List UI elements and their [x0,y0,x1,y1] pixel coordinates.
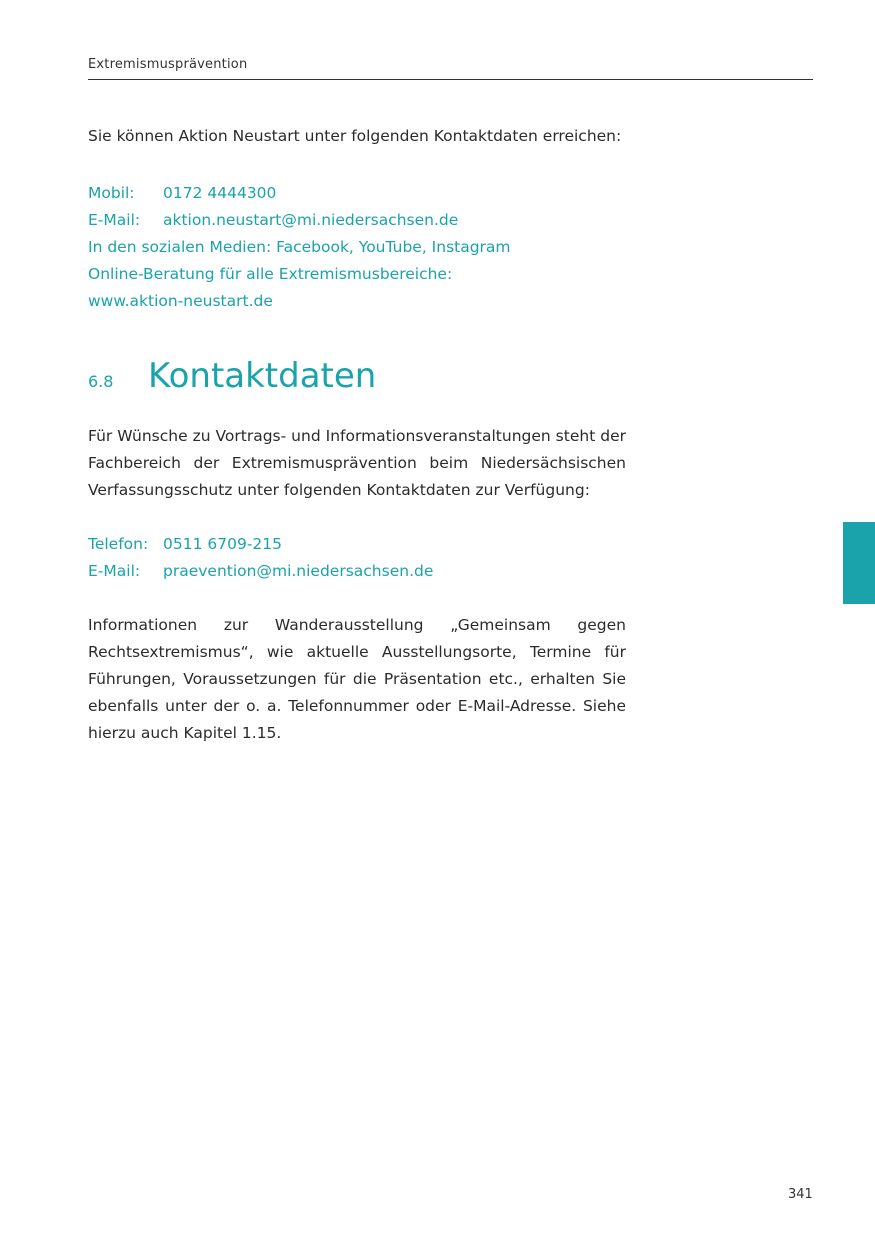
section-number: 6.8 [88,372,114,391]
contact-block-praevention [88,531,433,585]
running-header: Extremismusprävention [88,57,248,72]
paragraph-lecture-requests: Für Wünsche zu Vortrags- und Informationsveranstaltungen steht der Fachbereich der Extremismusprävention beim Niedersächsischen Verfassungsschutz unter folgenden Kontaktdaten zur Verfügung: [88,427,626,499]
email-link-praevention[interactable]: praevention@mi.niedersachsen.de [163,562,434,580]
email-row [88,207,511,234]
mobile-label: Mobil: [88,184,135,202]
page-number: 341 [788,1187,813,1202]
social-media-line: In den sozialen Medien: Facebook, YouTube, Instagram [88,238,511,256]
section-title: Kontaktdaten [148,356,377,396]
email-link[interactable]: aktion.neustart@mi.niedersachsen.de [163,211,459,229]
phone-value[interactable]: 0511 6709-215 [163,535,282,553]
phone-label: Telefon: [88,535,149,553]
phone-row [88,531,433,558]
paragraph-exhibition: Informationen zur Wanderausstellung „Gemeinsam gegen Rechtsextremismus“, wie aktuelle Ausstellungsorte, Termine für Führungen, Voraussetzungen für die Präsentation etc., erhalten Sie ebenfalls unter der o. a. Telefonnummer oder E-Mail-Adresse. Siehe hierzu auch Kapitel 1.15. [88,616,626,742]
intro-text: Sie können Aktion Neustart unter folgenden Kontaktdaten erreichen: [88,127,622,145]
section-heading [88,356,376,396]
email-label-praevention: E-Mail: [88,562,141,580]
online-counseling-line: Online-Beratung für alle Extremismusbereiche: [88,265,453,283]
website-link[interactable]: www.aktion-neustart.de [88,292,273,310]
contact-block-neustart [88,180,511,315]
email-label: E-Mail: [88,211,141,229]
header-rule [88,79,813,80]
mobile-row [88,180,511,207]
chapter-thumb-tab [843,522,875,604]
email-row-praevention [88,558,433,585]
mobile-value[interactable]: 0172 4444300 [163,184,277,202]
